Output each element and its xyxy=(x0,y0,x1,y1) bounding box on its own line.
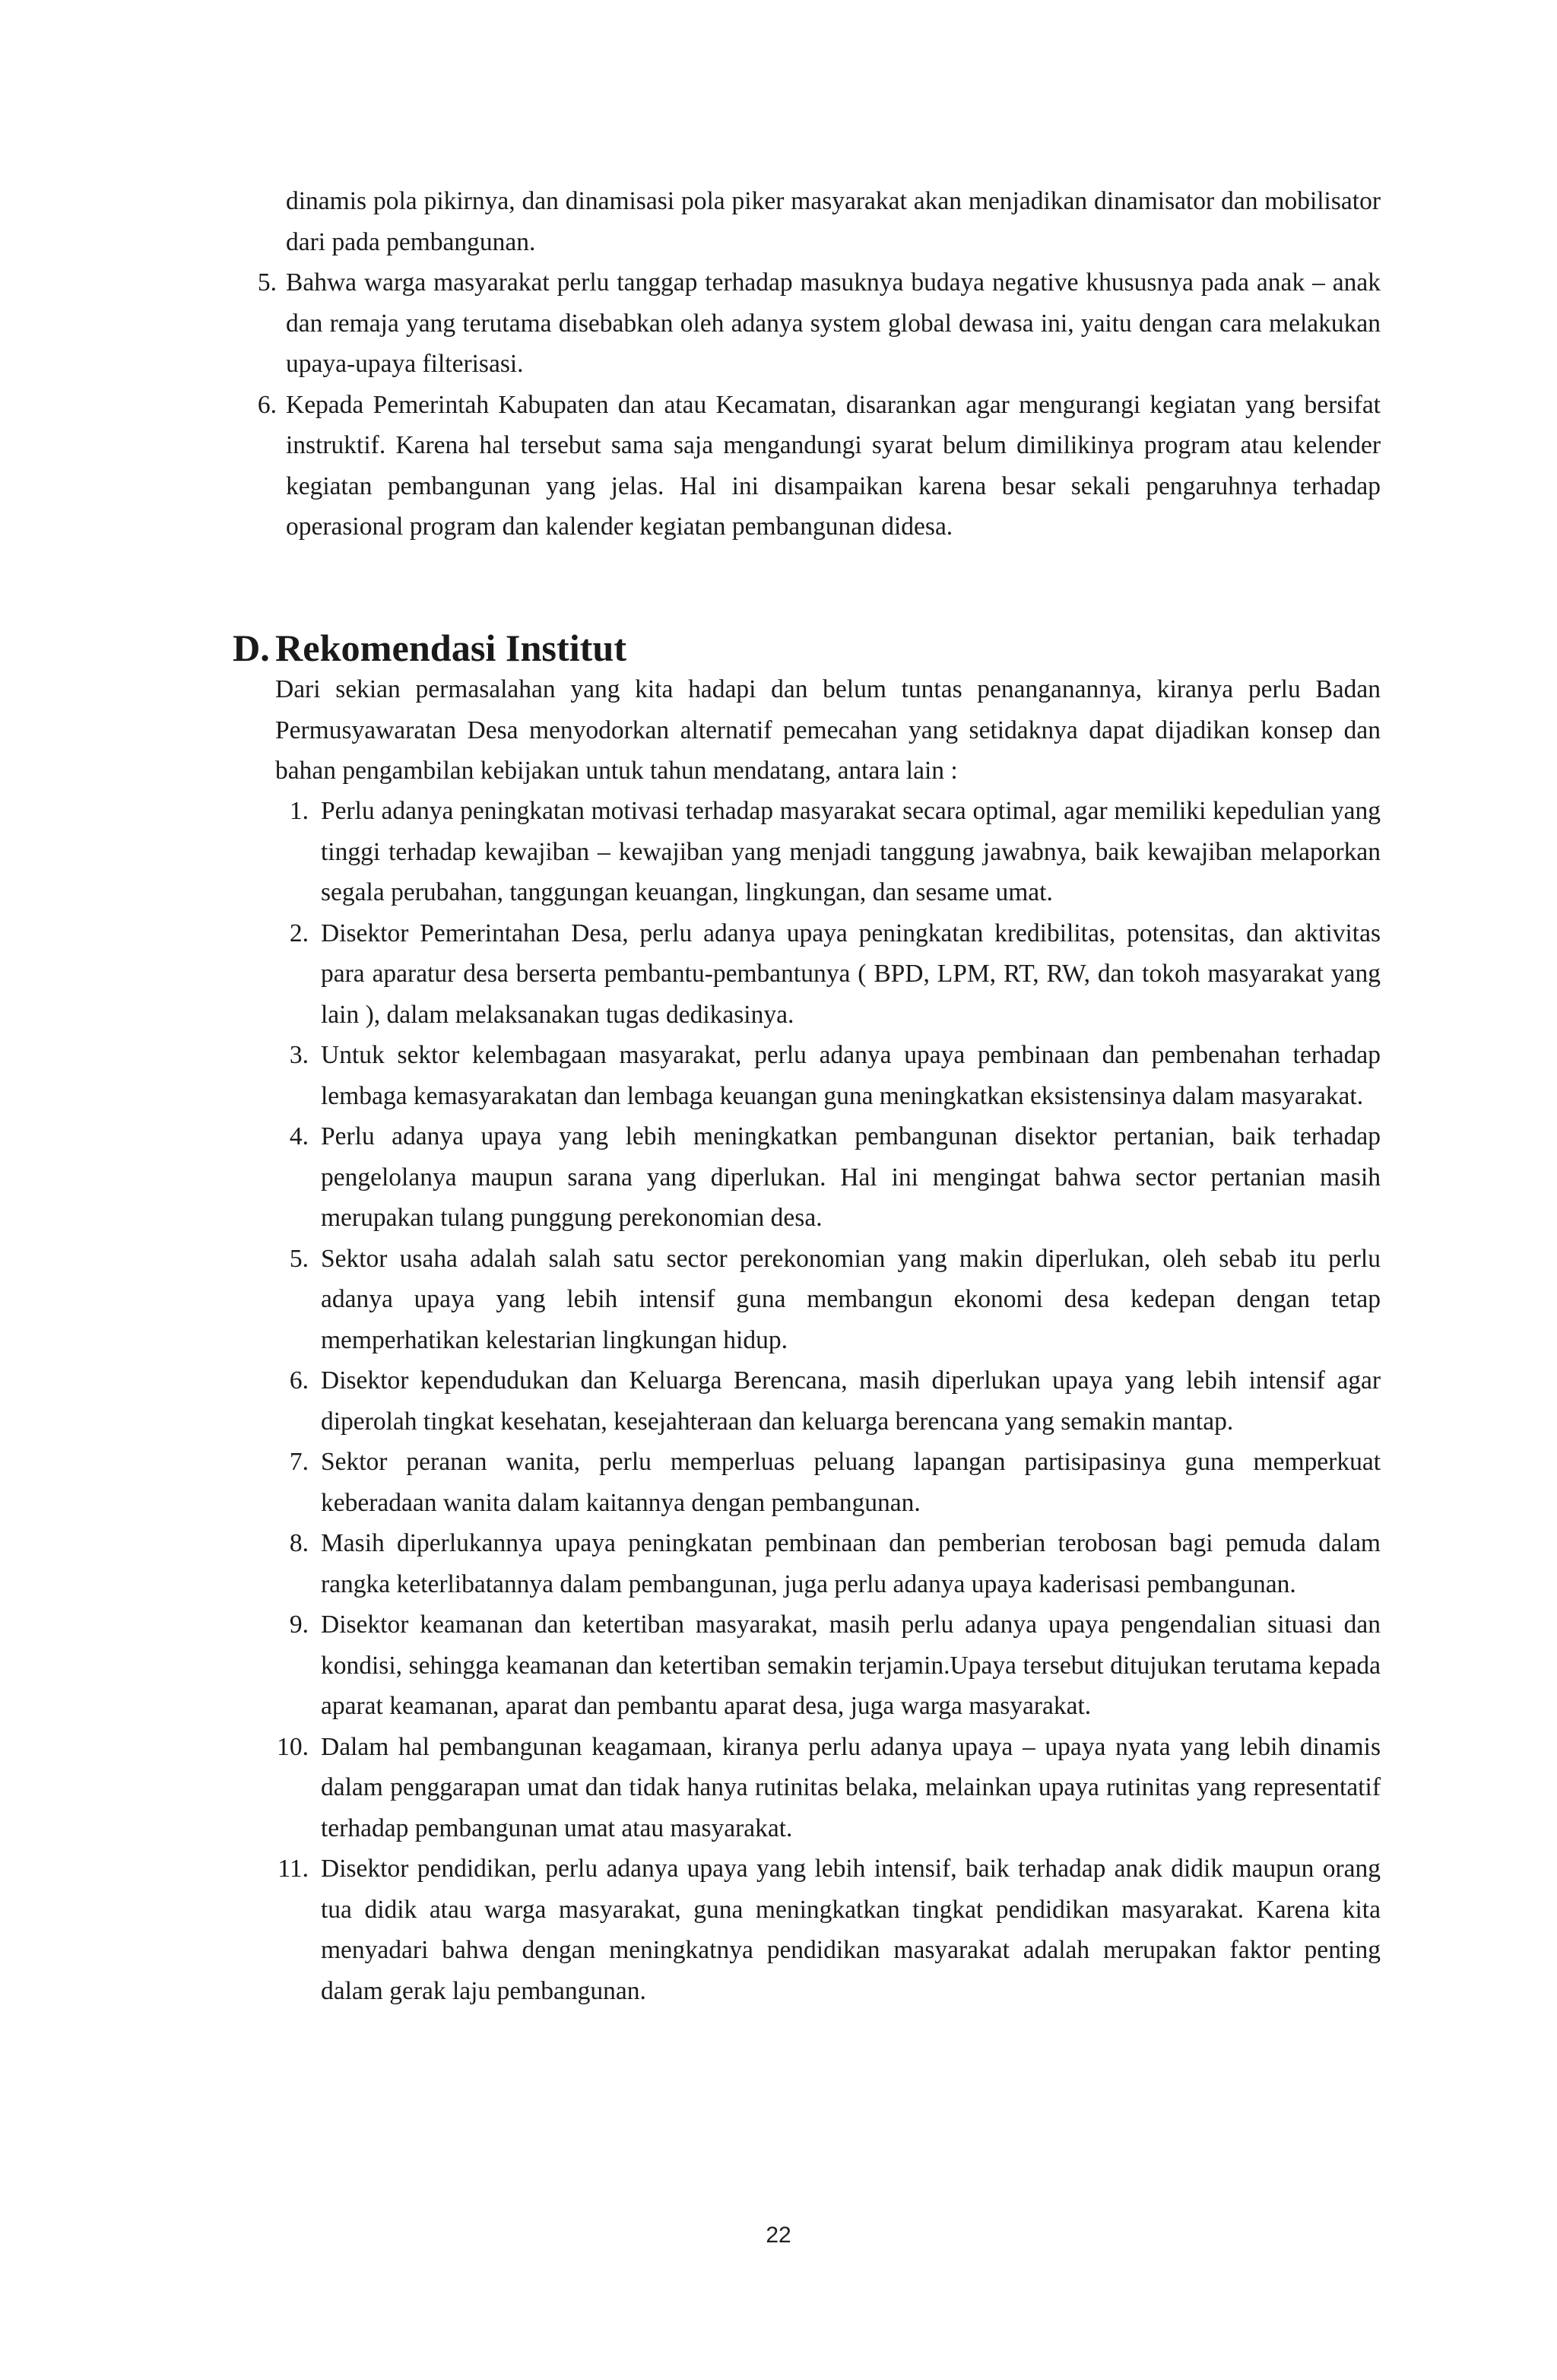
list-item xyxy=(275,1848,1381,2011)
list-item-number: 9. xyxy=(289,1610,309,1639)
list-item xyxy=(275,1523,1381,1604)
list-item-text: Disektor pendidikan, perlu adanya upaya yang lebih intensif, baik terhadap anak didik maupun orang tua didik atau warga masyarakat, guna meningkatkan tingkat pendidikan masyarakat. Karena kita menyadari bahwa dengan meningkatnya pendidikan masyarakat adalah merupakan faktor penting dalam gerak laju pembangunan. xyxy=(321,1855,1381,2005)
list-item-number: 10. xyxy=(277,1732,309,1761)
list-item xyxy=(242,385,1381,547)
recommendation-list xyxy=(275,791,1381,2011)
list-item-number: 7. xyxy=(289,1448,309,1476)
list-item xyxy=(275,1360,1381,1442)
section-heading xyxy=(233,628,626,669)
list-item-text: Sektor usaha adalah salah satu sector perekonomian yang makin diperlukan, oleh sebab itu perlu adanya upaya yang lebih intensif guna membangun ekonomi desa kedepan dengan tetap memperhatikan kelestarian lingkungan hidup. xyxy=(321,1244,1381,1354)
list-item xyxy=(275,1239,1381,1361)
list-item-text: Disektor keamanan dan ketertiban masyarakat, masih perlu adanya upaya pengendalian situasi dan kondisi, sehingga keamanan dan ketertiban semakin terjamin.Upaya tersebut ditujukan terutama kepada aparat keamanan, aparat dan pembantu aparat desa, juga warga masyarakat. xyxy=(321,1610,1381,1720)
recommendation-list-top xyxy=(242,262,1381,547)
list-item xyxy=(275,1116,1381,1239)
list-item-text: Untuk sektor kelembagaan masyarakat, perlu adanya upaya pembinaan dan pembenahan terhadap lembaga kemasyarakatan dan lembaga keuangan guna meningkatkan eksistensinya dalam masyarakat. xyxy=(321,1041,1381,1110)
list-item-number: 3. xyxy=(289,1041,309,1069)
list-item xyxy=(275,1035,1381,1116)
list-item-number: 8. xyxy=(289,1529,309,1557)
list-item-number: 5. xyxy=(289,1244,309,1273)
list-item-text: Kepada Pemerintah Kabupaten dan atau Kecamatan, disarankan agar mengurangi kegiatan yang bersifat instruktif. Karena hal tersebut sama saja mengandungi syarat belum dimilikinya program atau kelender kegiatan pembangunan yang jelas. Hal ini disampaikan karena besar sekali pengaruhnya terhadap operasional program dan kalender kegiatan pembangunan didesa. xyxy=(286,390,1381,541)
list-item-text: Masih diperlukannya upaya peningkatan pembinaan dan pemberian terobosan bagi pemuda dalam rangka keterlibatannya dalam pembangunan, juga perlu adanya upaya kaderisasi pembangunan. xyxy=(321,1529,1381,1598)
section-letter: D. xyxy=(233,627,270,669)
list-item-number: 1. xyxy=(289,797,309,825)
continuation-paragraph: dinamis pola pikirnya, dan dinamisasi pola piker masyarakat akan menjadikan dinamisator dan mobilisator dari pada pembangunan. xyxy=(286,187,1381,256)
list-item xyxy=(275,1604,1381,1727)
list-item-number: 6. xyxy=(257,390,277,419)
list-item-text: Sektor peranan wanita, perlu memperluas peluang lapangan partisipasinya guna memperkuat keberadaan wanita dalam kaitannya dengan pembangunan. xyxy=(321,1448,1381,1517)
list-item-text: Perlu adanya peningkatan motivasi terhadap masyarakat secara optimal, agar memiliki kepedulian yang tinggi terhadap kewajiban – kewajiban yang menjadi tanggung jawabnya, baik kewajiban melaporkan segala perubahan, tanggungan keuangan, lingkungan, dan sesame umat. xyxy=(321,797,1381,906)
page-number: 22 xyxy=(766,2223,791,2248)
list-item xyxy=(275,913,1381,1036)
list-item xyxy=(275,1442,1381,1523)
list-item-text: Perlu adanya upaya yang lebih meningkatkan pembangunan disektor pertanian, baik terhadap pengelolanya maupun sarana yang diperlukan. Hal ini mengingat bahwa sector pertanian masih merupakan tulang punggung perekonomian desa. xyxy=(321,1122,1381,1232)
list-item xyxy=(275,791,1381,913)
list-item-number: 11. xyxy=(277,1855,309,1883)
list-item-text: Disektor Pemerintahan Desa, perlu adanya upaya peningkatan kredibilitas, potensitas, dan aktivitas para aparatur desa berserta pembantu-pembantunya ( BPD, LPM, RT, RW, dan tokoh masyarakat yang lain ), dalam melaksanakan tugas dedikasinya. xyxy=(321,919,1381,1029)
list-item-number: 5. xyxy=(257,268,277,297)
list-item xyxy=(242,262,1381,385)
list-item-text: Disektor kependudukan dan Keluarga Berencana, masih diperlukan upaya yang lebih intensif agar diperolah tingkat kesehatan, kesejahteraan dan keluarga berencana yang semakin mantap. xyxy=(321,1366,1381,1436)
list-item-number: 2. xyxy=(289,919,309,947)
list-item-number: 4. xyxy=(289,1122,309,1150)
list-item-text: Bahwa warga masyarakat perlu tanggap terhadap masuknya budaya negative khususnya pada anak – anak dan remaja yang terutama disebabkan oleh adanya system global dewasa ini, yaitu dengan cara melakukan upaya-upaya filterisasi. xyxy=(286,268,1381,378)
section-title: Rekomendasi Institut xyxy=(275,627,627,669)
list-item-number: 6. xyxy=(289,1366,309,1395)
list-item xyxy=(275,1727,1381,1849)
section-intro-paragraph: Dari sekian permasalahan yang kita hadapi dan belum tuntas penanganannya, kiranya perlu Badan Permusyawaratan Desa menyodorkan alternatif pemecahan yang setidaknya dapat dijadikan konsep dan bahan pengambilan kebijakan untuk tahun mendatang, antara lain : xyxy=(275,675,1381,785)
list-item-text: Dalam hal pembangunan keagamaan, kiranya perlu adanya upaya – upaya nyata yang lebih dinamis dalam penggarapan umat dan tidak hanya rutinitas belaka, melainkan upaya rutinitas yang representatif terhadap pembangunan umat atau masyarakat. xyxy=(321,1732,1381,1842)
